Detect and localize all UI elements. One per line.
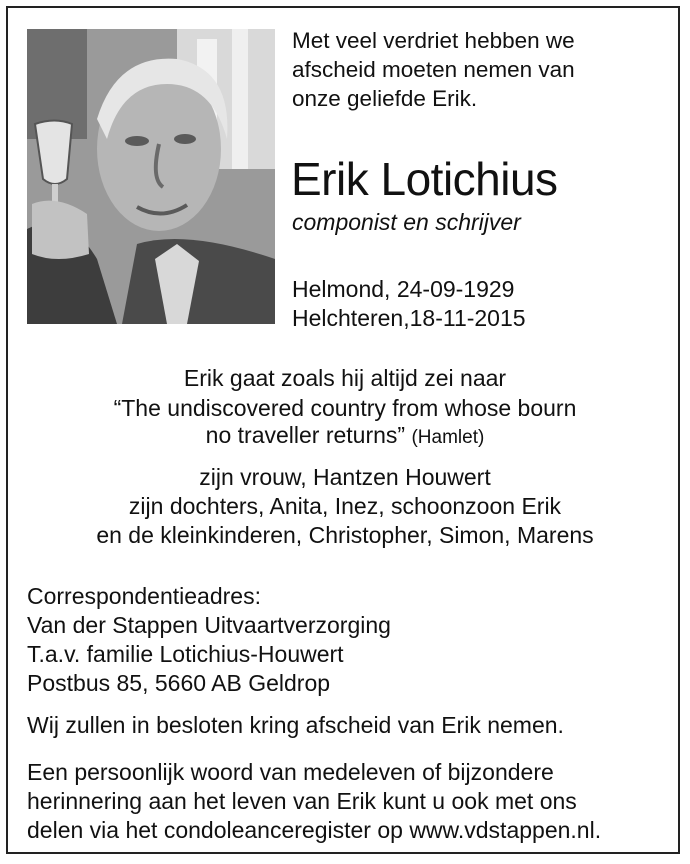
quote-text: no traveller returns” (205, 422, 406, 448)
quote-source: (Hamlet) (411, 427, 485, 448)
closing-line: Een persoonlijk woord van medeleven of bijzondere (27, 759, 554, 785)
deceased-name: Erik Lotichius (291, 153, 558, 205)
portrait-photo (27, 29, 275, 324)
intro-line: afscheid moeten nemen van (292, 57, 575, 82)
intro-line: onze geliefde Erik. (292, 86, 478, 111)
closing-line: delen via het condoleanceregister op www.vdstappen.nl. (27, 817, 602, 843)
deceased-role: componist en schrijver (292, 209, 521, 235)
address-line: T.a.v. familie Lotichius-Houwert (27, 641, 344, 667)
family-line: zijn dochters, Anita, Inez, schoonzoon Erik (128, 493, 562, 519)
quote-line: “The undiscovered country from whose bourn (113, 395, 577, 421)
quote-line-2 (0, 424, 690, 447)
family-line: zijn vrouw, Hantzen Houwert (199, 464, 491, 490)
address-line: Postbus 85, 5660 AB Geldrop (27, 670, 331, 696)
address-line: Van der Stappen Uitvaartverzorging (27, 612, 391, 638)
address-heading: Correspondentieadres: (27, 583, 261, 609)
private-ceremony-note: Wij zullen in besloten kring afscheid van Erik nemen. (27, 712, 564, 738)
birth-place-date: Helmond, 24-09-1929 (292, 276, 515, 302)
closing-line: herinnering aan het leven van Erik kunt u ook met ons (27, 788, 577, 814)
intro-line: Met veel verdriet hebben we (292, 28, 575, 53)
saying-intro: Erik gaat zoals hij altijd zei naar (183, 365, 507, 391)
death-place-date: Helchteren,18-11-2015 (292, 305, 526, 331)
family-line: en de kleinkinderen, Christopher, Simon, Marens (96, 522, 594, 548)
